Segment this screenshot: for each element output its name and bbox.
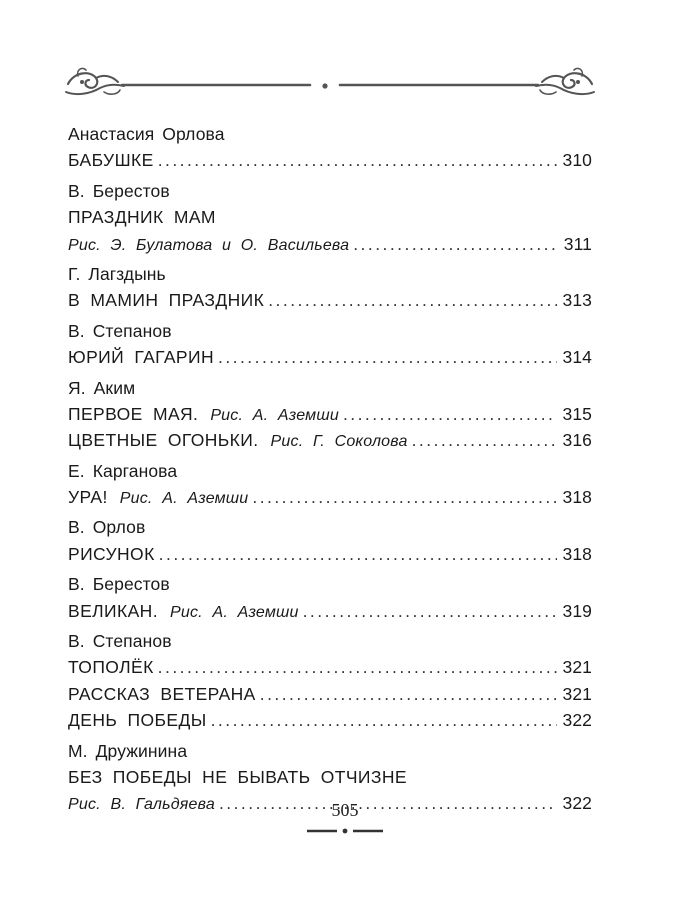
work-title: РИСУНОК (68, 543, 155, 564)
page-ref: 315 (562, 403, 592, 424)
author-name: Анастасия Орлова (68, 124, 225, 144)
toc-entry (68, 261, 592, 314)
illustrator-credit: Рис. А. Аземши (119, 490, 249, 508)
work-title: ВЕЛИКАН. (68, 600, 158, 621)
toc-entry (68, 628, 592, 734)
dot-leader (211, 707, 557, 733)
work-title: ПЕРВОЕ МАЯ. (68, 403, 199, 424)
toc-line[interactable] (68, 147, 592, 173)
toc-entry (68, 571, 592, 624)
page-ref: 321 (562, 657, 592, 678)
work-title: ПРАЗДНИК МАМ (68, 207, 216, 228)
dot-leader (353, 231, 558, 257)
page-footer (0, 800, 690, 837)
page-ref: 318 (562, 487, 592, 508)
dot-leader (260, 681, 557, 707)
author-name: Г. Лагздынь (68, 263, 166, 284)
author-name: В. Степанов (68, 631, 172, 652)
toc-line[interactable] (68, 344, 592, 370)
toc-entry (68, 514, 592, 567)
illustrator-credit: Рис. А. Аземши (210, 406, 339, 424)
work-title: ЦВЕТНЫЕ ОГОНЬКИ. (68, 430, 259, 451)
toc-line[interactable] (68, 484, 592, 510)
page-ref: 322 (562, 710, 592, 731)
toc-line[interactable] (68, 287, 592, 313)
page-ref: 311 (563, 233, 592, 254)
page-ref: 318 (562, 543, 592, 564)
work-title: РАССКАЗ ВЕТЕРАНА (68, 683, 256, 704)
author-name: М. Дружинина (68, 740, 188, 761)
toc-line[interactable] (68, 707, 592, 733)
toc-line[interactable] (68, 427, 592, 453)
page-ref: 316 (562, 430, 592, 451)
dot-leader (412, 427, 557, 453)
illustrator-credit: Рис. Г. Соколова (270, 433, 408, 451)
work-title: БАБУШКЕ (68, 150, 154, 171)
dot-leader (218, 344, 556, 370)
author-name: Е. Карганова (68, 460, 178, 481)
page-ref: 319 (562, 600, 592, 621)
dot-leader (268, 287, 556, 313)
toc-line[interactable] (68, 598, 592, 624)
illustrator-credit: Рис. А. Аземши (169, 603, 299, 621)
illustrator-credit: Рис. В. Гальдяева (68, 796, 215, 814)
dash-dot-divider-icon (305, 825, 385, 837)
author-name: В. Степанов (68, 320, 172, 341)
dot-leader (343, 401, 557, 427)
work-title: ДЕНЬ ПОБЕДЫ (68, 710, 207, 731)
toc-line (68, 764, 592, 790)
author-name: Я. Аким (68, 377, 136, 398)
illustrator-credit: Рис. Э. Булатова и О. Васильева (68, 236, 350, 254)
work-title: В МАМИН ПРАЗДНИК (68, 290, 265, 311)
work-title: УРА! (68, 487, 108, 508)
table-of-contents (68, 121, 592, 821)
toc-entry (68, 458, 592, 511)
toc-line[interactable] (68, 654, 592, 680)
toc-line[interactable] (68, 231, 592, 257)
author-name: В. Берестов (68, 574, 170, 595)
page-ref: 322 (562, 793, 592, 814)
page-ref: 314 (562, 347, 592, 368)
work-title: БЕЗ ПОБЕДЫ НЕ БЫВАТЬ ОТЧИЗНЕ (68, 766, 407, 787)
dot-leader (158, 147, 557, 173)
dot-leader (159, 541, 557, 567)
toc-line[interactable] (68, 541, 592, 567)
page-ref: 321 (562, 683, 592, 704)
toc-entry (68, 318, 592, 371)
toc-entry (68, 178, 592, 257)
toc-entry (68, 375, 592, 454)
page-ref: 313 (562, 290, 592, 311)
author-name: В. Орлов (68, 517, 146, 538)
dot-leader (303, 598, 557, 624)
work-title: ЮРИЙ ГАГАРИН (68, 347, 215, 368)
toc-line[interactable] (68, 401, 592, 427)
dot-leader (158, 654, 557, 680)
toc-entry (68, 121, 592, 174)
toc-line (68, 204, 592, 230)
dot-leader (252, 484, 556, 510)
work-title: ТОПОЛЁК (68, 657, 154, 678)
page-ref: 310 (562, 150, 592, 171)
page-number: 505 (331, 800, 359, 820)
author-name: В. Берестов (68, 180, 170, 201)
flourish-divider-icon (60, 62, 600, 102)
toc-line[interactable] (68, 681, 592, 707)
